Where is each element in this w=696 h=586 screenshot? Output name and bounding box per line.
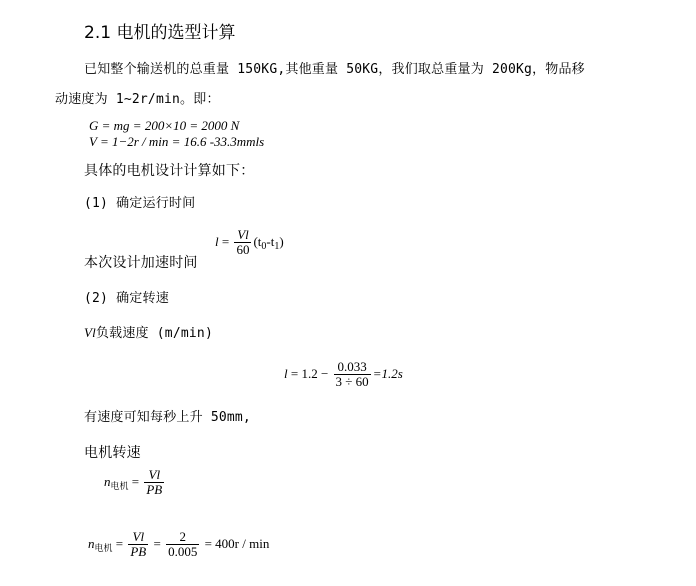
fraction-denominator: 3 ÷ 60: [335, 374, 369, 390]
fraction-vl-pb: [144, 468, 164, 498]
formula-l: [284, 360, 403, 390]
fraction-0033: [334, 360, 371, 390]
t-minus: -t: [266, 233, 275, 249]
fraction-denominator: PB: [130, 544, 147, 560]
vl-symbol: Vl: [84, 325, 96, 340]
step1-text: 本次设计加速时间: [84, 255, 198, 271]
fraction-numerator: 0.033: [337, 359, 367, 374]
motor-speed-label: 电机转速: [84, 445, 141, 461]
n-symbol: n: [88, 535, 95, 551]
formula-l-symbol: l: [215, 233, 219, 249]
fraction-numerator: Vl: [132, 529, 145, 544]
equation-g: G = mg = 200×10 = 2000 N: [89, 118, 240, 133]
fraction-denominator: 0.005: [168, 544, 198, 560]
formula-l-lhs: l: [284, 365, 288, 381]
step1-label: (1) 确定运行时间: [84, 196, 196, 211]
fraction-numerator: Vl: [237, 227, 249, 242]
load-speed-line: [84, 322, 213, 341]
fraction-denominator: 60: [236, 242, 250, 258]
equation-v: V = 1−2r / min = 16.6 -33.3mmls: [89, 134, 265, 149]
intro-line-2: 动速度为 1~2r/min。即：: [55, 92, 220, 107]
fraction-vl-60: [234, 228, 251, 258]
formula-n-motor: $n_{电机}$ = $\frac{Vl}{PB}$: [104, 467, 163, 498]
t1-subscript: 1: [274, 240, 280, 252]
formula-l-pre: = 1.2 −: [290, 365, 329, 381]
section-title: 2.1 电机的选型计算: [84, 23, 236, 43]
formula-l-post: =1.2s: [372, 365, 403, 381]
formula-result: = 400r / min: [204, 535, 270, 551]
accel-time-formula: l = $\frac{Vl}{60}$ $(t_0-t_1)$: [215, 227, 284, 258]
step2-label: (2) 确定转速: [84, 291, 169, 306]
intro-line-1: 已知整个输送机的总重量 150KG,其他重量 50KG，我们取总重量为 200Kg，物品移: [84, 62, 585, 77]
fraction-denominator: PB: [146, 482, 163, 498]
n-symbol: n: [104, 473, 111, 489]
calc-intro: 具体的电机设计计算如下：: [84, 163, 255, 179]
t0-subscript: 0: [261, 240, 267, 252]
vl-description: 负载速度 (m/min): [95, 326, 213, 341]
t-close: ): [279, 233, 284, 249]
n-subscript: 电机: [94, 543, 113, 554]
fraction-vl-pb: [128, 530, 148, 560]
fraction-numerator: 2: [179, 529, 186, 544]
fraction-2-0005: [166, 530, 199, 560]
fraction-numerator: Vl: [148, 467, 161, 482]
n-subscript: 电机: [110, 481, 129, 492]
t-open: (t: [253, 233, 262, 249]
speed-text: 有速度可知每秒上升 50mm,: [84, 410, 251, 425]
formula-n-motor-result: $n_{电机}$ = $\frac{Vl}{PB}$ = $\frac{2}{0.005}$ = 400r / min: [88, 529, 270, 560]
